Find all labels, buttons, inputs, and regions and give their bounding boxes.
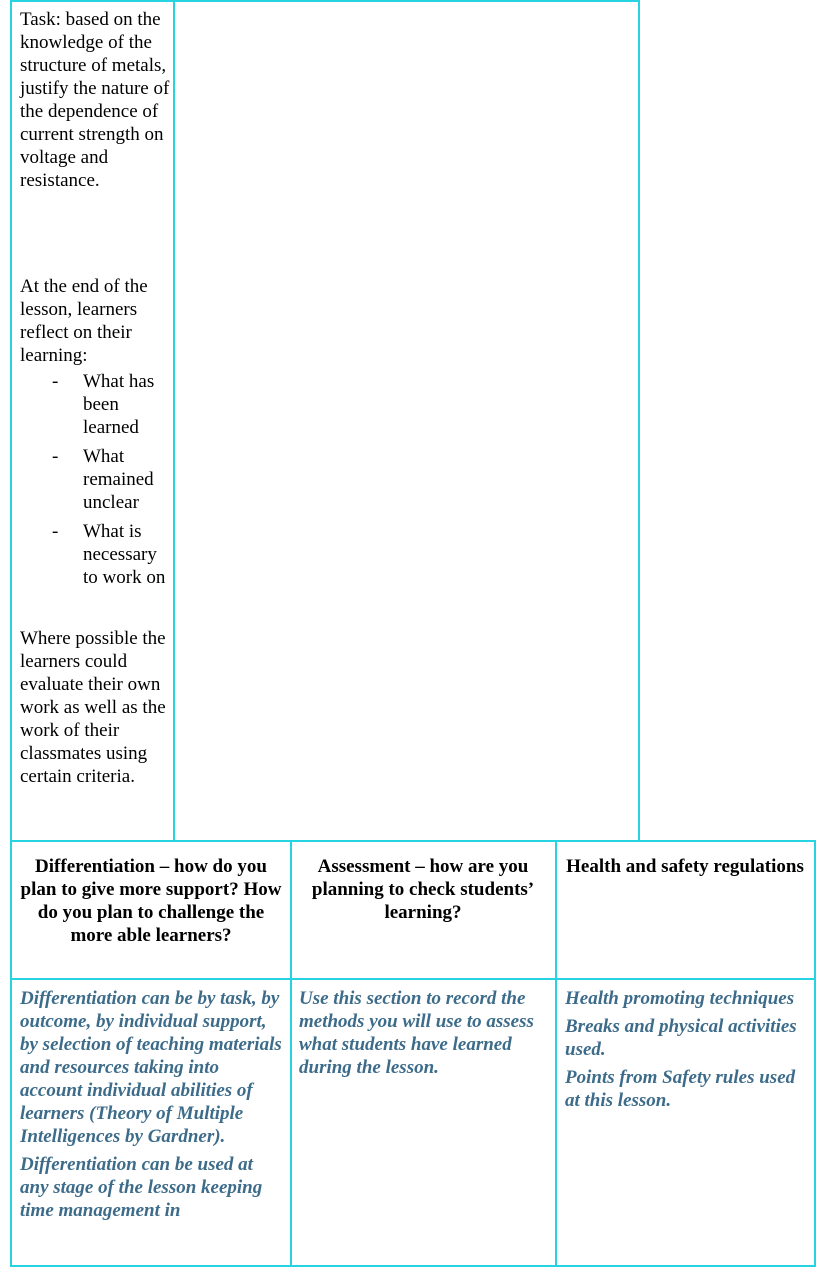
health-header: Health and safety regulations [566,856,804,877]
reflect-item: - What is necessary to work on [20,520,170,589]
assessment-header: Assessment – how are you planning to check students’ learning? [311,856,535,923]
task-text: Task: based on the knowledge of the structure of metals, justify the nature of the dependence of current strength on voltage and resistance. [20,9,170,191]
reflect-list [20,370,170,595]
health-paragraph: Breaks and physical activities used. [565,1016,797,1060]
reflect-intro: At the end of the lesson, learners reflect on their learning: [20,276,148,366]
reflect-item: - What remained unclear [20,445,170,514]
evaluate-text: Where possible the learners could evaluate their own work as well as the work of their classmates using certain criteria. [20,628,166,787]
reflect-item: - What has been learned [20,370,170,439]
differentiation-paragraph: Differentiation can be by task, by outcome, by individual support, by selection of teaching materials and resources taking into account individual abilities of learners (Theory of Multiple Intelligences by Gardner). [20,988,282,1147]
health-paragraph: Health promoting techniques [565,988,795,1009]
differentiation-header: Differentiation – how do you plan to give more support? How do you plan to challenge the more able learners? [20,856,282,946]
assessment-guidance [299,987,551,1084]
health-paragraph: Points from Safety rules used at this lesson. [565,1067,796,1111]
upper-middle-cell [173,0,640,842]
health-guidance [565,987,805,1117]
assessment-paragraph: Use this section to record the methods you will use to assess what students have learned during the lesson. [299,988,534,1078]
differentiation-guidance [20,987,286,1227]
differentiation-paragraph: Differentiation can be used at any stage of the lesson keeping time management in [20,1154,263,1221]
